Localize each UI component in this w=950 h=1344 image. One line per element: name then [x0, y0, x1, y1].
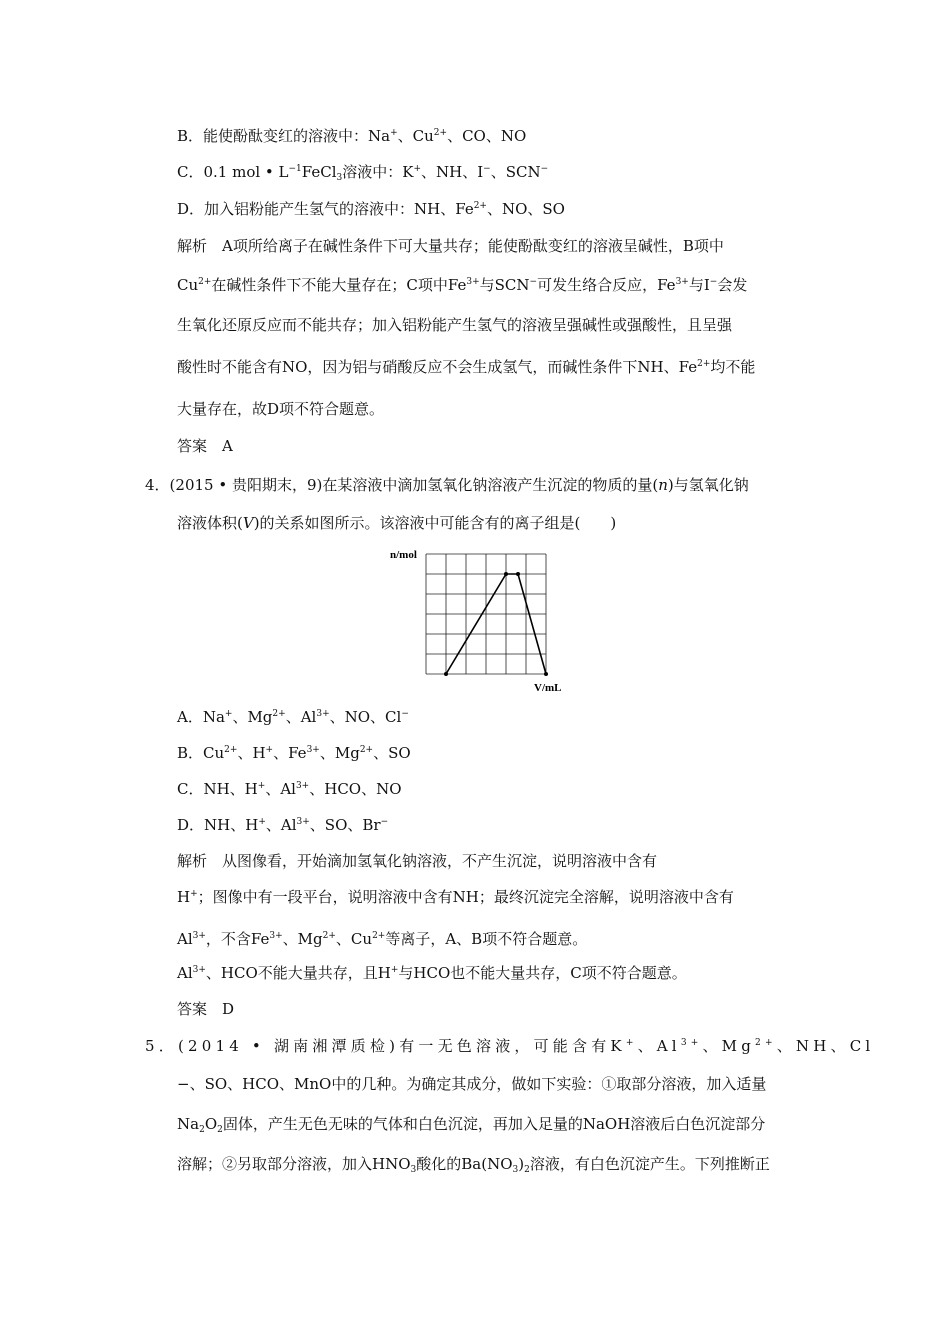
q5-line-1: 5．(2014 • 湖南湘潭质检)有一无色溶液，可能含有K+、$Al^{3+}$、$Mg^{2+}$、NH、Cl [145, 1037, 875, 1055]
q4-answer: 答案 D [177, 1000, 235, 1018]
y-axis-label: n/mol [390, 549, 417, 561]
q3-analysis-line-4: 酸性时不能含有NO，因为铝与硝酸反应不会生成氢气，而碱性条件下NH、$Fe^{2+}$均不能 [177, 358, 756, 376]
q3-analysis-line-1: 解析 A项所给离子在碱性条件下可大量共存；能使酚酞变红的溶液呈碱性，B项中 [177, 237, 724, 255]
q3-option-d: D．加入铝粉能产生氢气的溶液中：NH、$Fe^{2+}$、NO、SO [177, 200, 565, 218]
q3-option-c: C．0.1 mol • $L^{-1}FeCl_3$溶液中：K+、NH、I−、SCN− [177, 163, 549, 183]
x-axis-label: V/mL [534, 682, 562, 694]
q4-analysis-line-3: $Al^{3+}$，不含$Fe^{3+}$、$Mg^{2+}$、$Cu^{2+}$等离子，A、B项不符合题意。 [177, 930, 588, 948]
q4-option-b: B．$Cu^{2+}$、H+、$Fe^{3+}$、$Mg^{2+}$、SO [177, 744, 411, 762]
q3-analysis-line-5: 大量存在，故D项不符合题意。 [177, 400, 385, 418]
q5-line-4: 溶解；②另取部分溶液，加入$HNO_3$酸化的$Ba(NO_3)_2$溶液，有白色沉淀产生。下列推断正 [177, 1155, 770, 1175]
q4-stem-line-1: 4．(2015 • 贵阳期末，9)在某溶液中滴加氢氧化钠溶液产生沉淀的物质的量(n)与氢氧化钠 [145, 476, 749, 494]
q3-answer: 答案 A [177, 437, 233, 455]
q5-line-2: −、SO、HCO、MnO中的几种。为确定其成分，做如下实验：①取部分溶液，加入适量 [177, 1075, 767, 1093]
chart-series [444, 572, 548, 676]
q4-analysis-line-1: 解析 从图像看，开始滴加氢氧化钠溶液，不产生沉淀，说明溶液中含有 [177, 852, 658, 870]
data-point [504, 572, 508, 576]
data-point [544, 672, 548, 676]
q4-option-d: D．NH、H+、$Al^{3+}$、SO、Br− [177, 816, 389, 834]
series-line [446, 574, 546, 674]
q4-analysis-line-4: $Al^{3+}$、HCO不能大量共存，且H+与HCO也不能大量共存，C项不符合题意。 [177, 964, 687, 982]
q3-analysis-line-3: 生氧化还原反应而不能共存；加入铝粉能产生氢气的溶液呈强碱性或强酸性，且呈强 [177, 316, 733, 334]
q3-option-b: B．能使酚酞变红的溶液中：Na+、$Cu^{2+}$、CO、NO [177, 127, 527, 145]
q4-analysis-line-2: H+；图像中有一段平台，说明溶液中含有NH；最终沉淀完全溶解，说明溶液中含有 [177, 888, 734, 906]
q5-line-3: $Na_2O_2$固体，产生无色无味的气体和白色沉淀，再加入足量的NaOH溶液后白色沉淀部分 [177, 1115, 766, 1135]
q4-stem-line-2: 溶液体积(V)的关系如图所示。该溶液中可能含有的离子组是( ) [177, 514, 617, 532]
q4-option-a: A．Na+、$Mg^{2+}$、$Al^{3+}$、NO、Cl− [177, 708, 409, 726]
precipitate-volume-chart [384, 544, 584, 694]
q3-analysis-line-2: $Cu^{2+}$在碱性条件下不能大量存在；C项中$Fe^{3+}$与SCN−可发生络合反应，$Fe^{3+}$与I−会发 [177, 276, 748, 294]
data-point [444, 672, 448, 676]
chart-grid [426, 554, 546, 674]
q4-option-c: C．NH、H+、$Al^{3+}$、HCO、NO [177, 780, 402, 798]
data-point [516, 572, 520, 576]
